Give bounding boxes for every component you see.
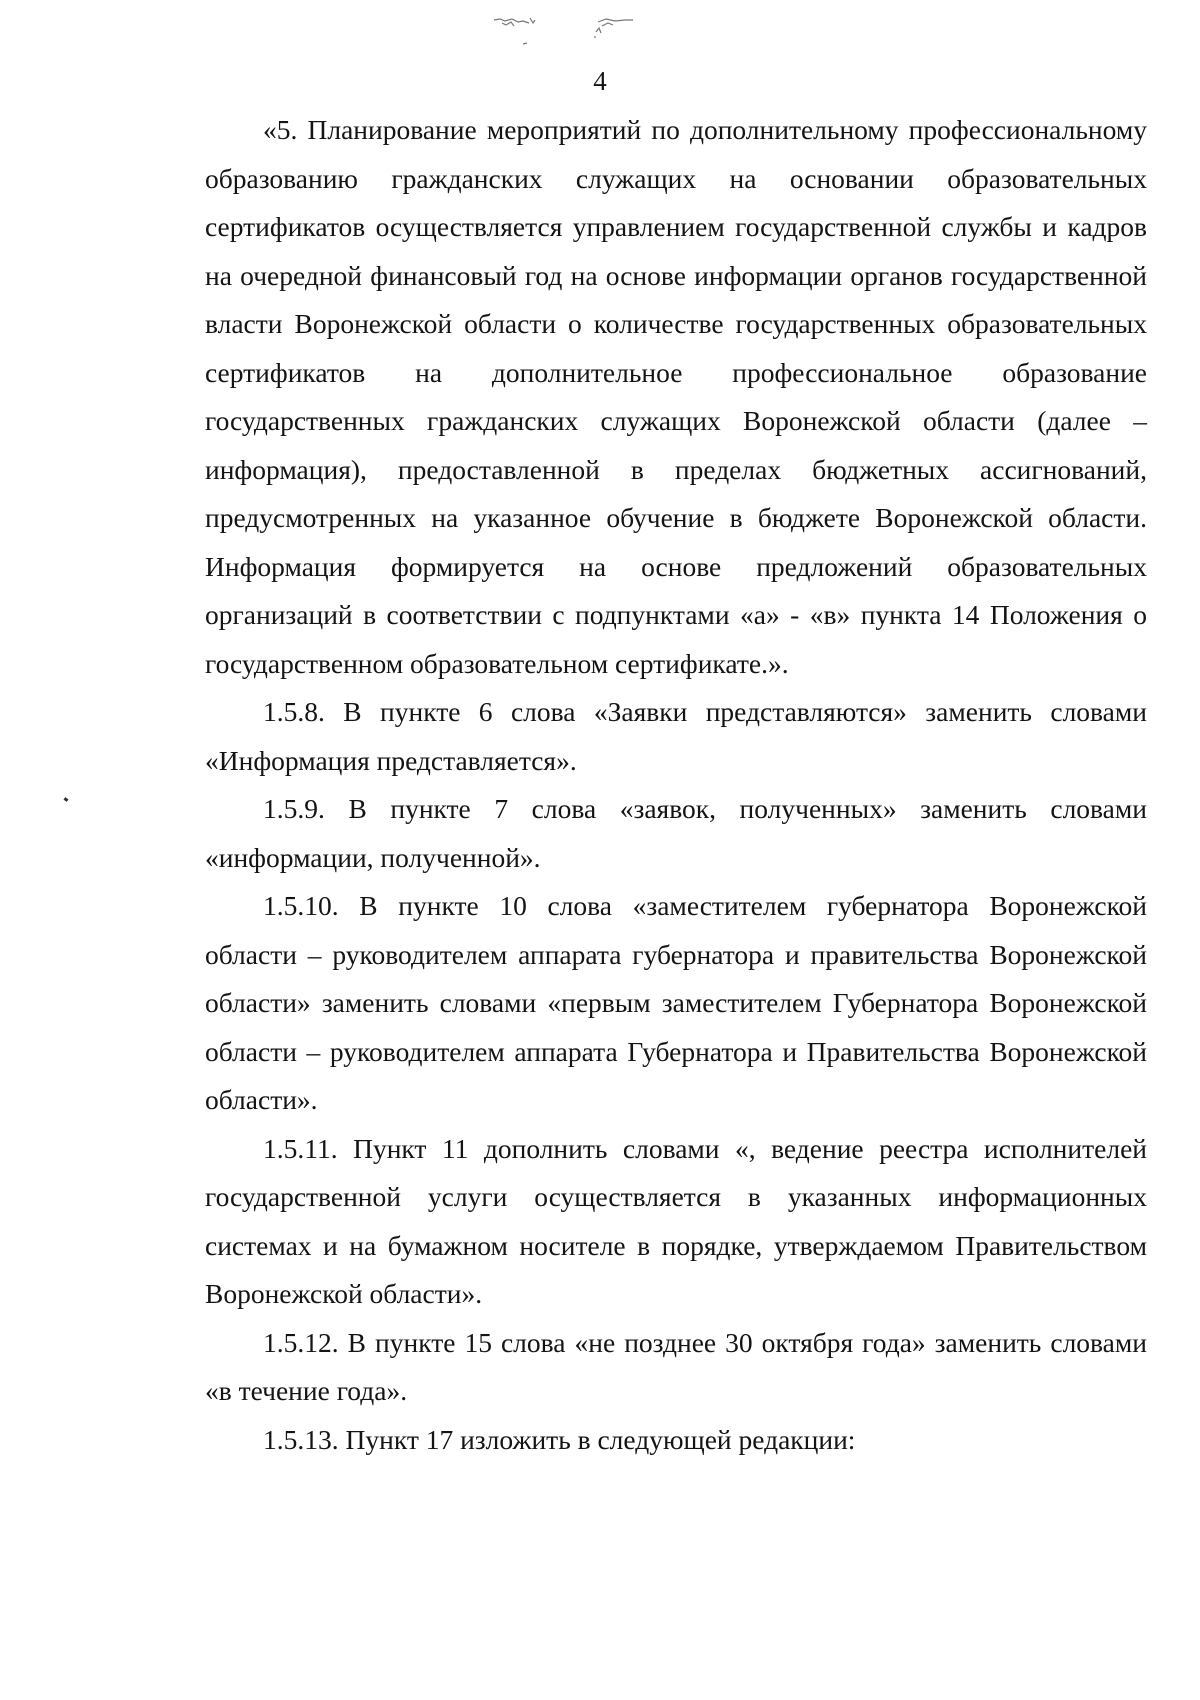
paragraph-1-5-9: 1.5.9. В пункте 7 слова «заявок, полученных» заменить словами «информации, полученной». (205, 793, 1147, 873)
paragraph-1-5-10: 1.5.10. В пункте 10 слова «заместителем губернатора Воронежской области – руководителем аппарата губернатора и правительства Воронежской области» заменить словами «первым заместителем Губернатора Воронежской области – руководителем аппарата Губернатора и Правительства Воронежской области». (205, 890, 1147, 1115)
page-number: 4 (593, 66, 607, 96)
paragraph-1-5-12: 1.5.12. В пункте 15 слова «не позднее 30 октября года» заменить словами «в течение года». (205, 1326, 1147, 1406)
scan-artifact-marks (490, 14, 720, 54)
paragraph-1-5-8: 1.5.8. В пункте 6 слова «Заявки представляются» заменить словами «Информация представляется». (205, 696, 1147, 776)
document-body (205, 106, 1147, 1464)
paragraph-1-5-13: 1.5.13. Пункт 17 изложить в следующей редакции: (263, 1423, 856, 1455)
paragraph-1-5-11: 1.5.11. Пункт 11 дополнить словами «, ведение реестра исполнителей государственной услуги осуществляется в указанных информационных системах и на бумажном носителе в порядке, утверждаемом Правительством Воронежской области». (205, 1132, 1147, 1309)
paragraph-quoted-item-5: «5. Планирование мероприятий по дополнительному профессиональному образованию гражданских служащих на основании образовательных сертификатов осуществляется управлением государственной службы и кадров на очередной финансовый год на основе информации органов государственной власти Воронежской области о количестве государственных образовательных сертификатов на дополнительное профессиональное образование государственных гражданских служащих Воронежской области (далее – информация), предоставленной в пределах бюджетных ассигнований, предусмотренных на указанное обучение в бюджете Воронежской области. Информация формируется на основе предложений образовательных организаций в соответствии с подпунктами «а» - «в» пункта 14 Положения о государственном образовательном сертификате.». (205, 114, 1147, 679)
scan-speck (64, 797, 69, 802)
